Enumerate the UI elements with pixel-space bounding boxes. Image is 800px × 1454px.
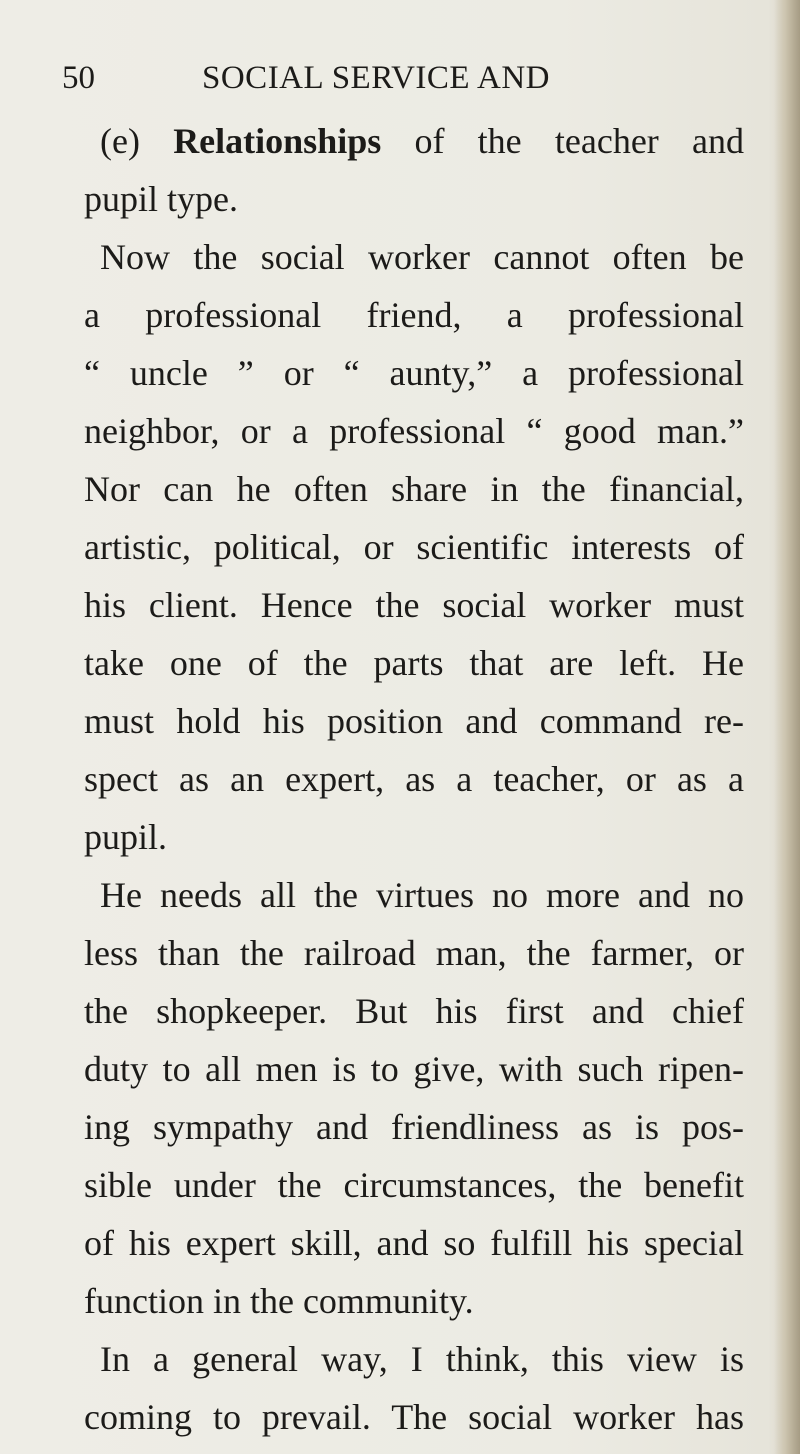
text-line-9: his client. Hence the social worker must (84, 585, 744, 625)
text-line-18: ing sympathy and friendliness as is pos- (84, 1107, 744, 1147)
text-line-3: Now the social worker cannot often be (100, 237, 744, 277)
text-line-10: take one of the parts that are left. He (84, 643, 744, 683)
page-number: 50 (62, 60, 95, 96)
text-line-1 (84, 112, 744, 170)
text-line-7: Nor can he often share in the financial, (84, 469, 744, 509)
page-edge-shadow (774, 0, 800, 1454)
text-line-6: neighbor, or a professional “ good man.” (84, 411, 744, 451)
text-line-13: pupil. (84, 817, 168, 857)
text-line-4: a professional friend, a professional (84, 295, 744, 335)
text-line-22: In a general way, I think, this view is (100, 1339, 744, 1379)
text-line-8: artistic, political, or scientific interests of (84, 527, 744, 567)
running-title: SOCIAL SERVICE AND (202, 60, 550, 96)
text-line-20: of his expert skill, and so fulfill his special (84, 1223, 744, 1263)
text-line-16: the shopkeeper. But his first and chief (84, 991, 744, 1031)
line-1-prefix: (e) (100, 121, 174, 161)
text-line-11: must hold his position and command re- (84, 701, 744, 741)
text-line-17: duty to all men is to give, with such ripen- (84, 1049, 744, 1089)
text-line-21: function in the community. (84, 1281, 474, 1321)
text-line-2: pupil type. (84, 179, 238, 219)
body-text (84, 112, 744, 1446)
text-line-14: He needs all the virtues no more and no (100, 875, 744, 915)
text-line-23: coming to prevail. The social worker has (84, 1397, 744, 1437)
bold-keyword: Relationships (173, 121, 382, 161)
running-head (62, 56, 602, 100)
text-line-5: “ uncle ” or “ aunty,” a professional (84, 353, 744, 393)
text-line-12: spect as an expert, as a teacher, or as a (84, 759, 744, 799)
text-line-15: less than the railroad man, the farmer, or (84, 933, 744, 973)
line-1-suffix: of the teacher and (381, 121, 744, 161)
text-line-19: sible under the circumstances, the benefit (84, 1165, 744, 1205)
